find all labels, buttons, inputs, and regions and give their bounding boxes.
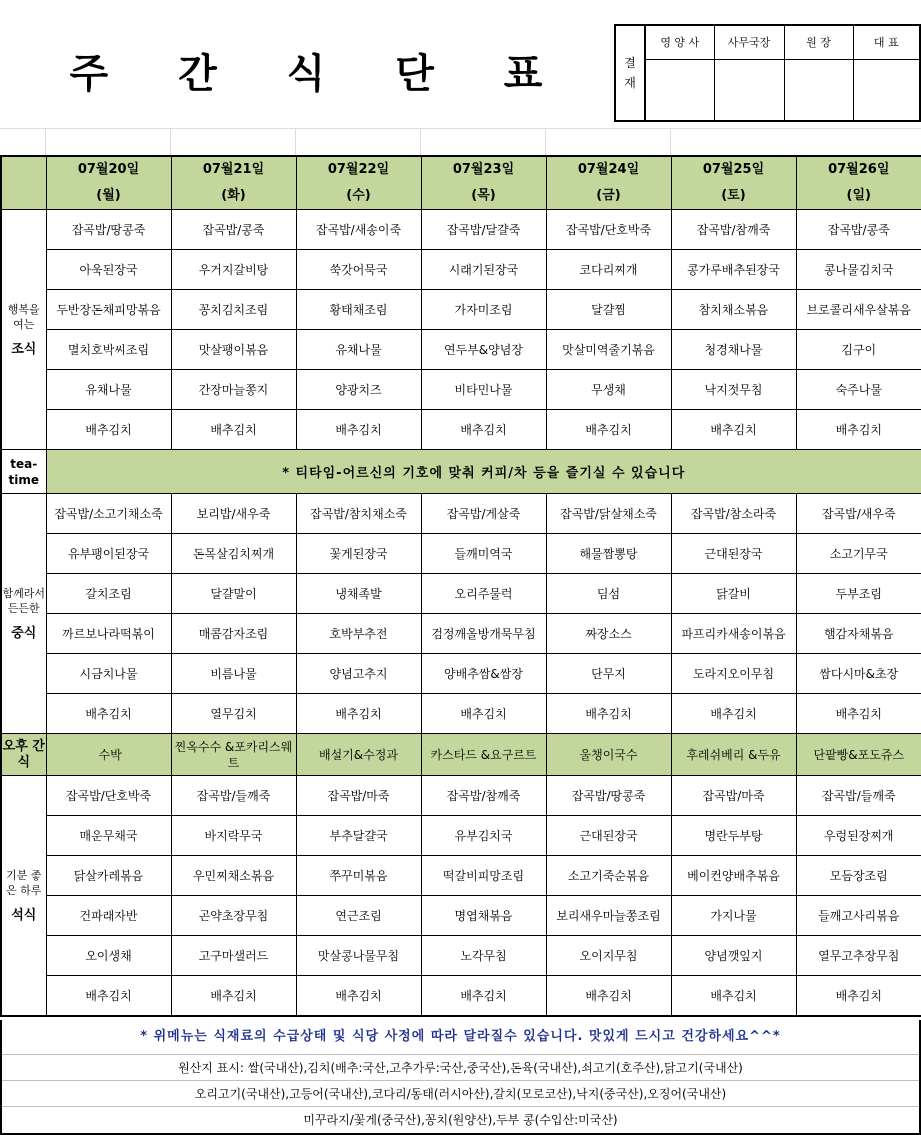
teatime-row	[1, 450, 921, 494]
menu-item: 청경채나물	[671, 330, 796, 370]
menu-item: 두부조림	[796, 574, 921, 614]
day-header	[546, 156, 671, 210]
page-title: 주 간 식 단 표	[69, 50, 571, 97]
menu-item: 쑥갓어묵국	[296, 250, 421, 290]
menu-item: 해물짬뽕탕	[546, 534, 671, 574]
day-date: 07월26일	[828, 162, 890, 177]
origin-line: 원산지 표시: 쌀(국내산),김치(배추:국산,고추가루:국산,중국산),돈육(국내산),쇠고기(호주산),닭고기(국내산)	[2, 1054, 919, 1080]
menu-item: 잡곡밥/참치채소죽	[296, 494, 421, 534]
menu-item: 검정깨올방개묵무침	[421, 614, 546, 654]
menu-item: 연근조림	[296, 896, 421, 936]
menu-item: 부추달걀국	[296, 816, 421, 856]
snack-row	[1, 734, 921, 776]
menu-item: 잡곡밥/땅콩죽	[546, 776, 671, 816]
menu-item: 배추김치	[296, 694, 421, 734]
menu-item: 햄감자채볶음	[796, 614, 921, 654]
snack-item: 울챙이국수	[546, 734, 671, 776]
menu-item: 낙지젓무침	[671, 370, 796, 410]
menu-item: 시금치나물	[46, 654, 171, 694]
menu-item: 연두부&양념장	[421, 330, 546, 370]
breakfast-row	[1, 290, 921, 330]
breakfast-row	[1, 410, 921, 450]
menu-item: 명란두부탕	[671, 816, 796, 856]
menu-item: 양념깻잎지	[671, 936, 796, 976]
menu-item: 잡곡밥/참깨죽	[421, 776, 546, 816]
signature-box[interactable]	[784, 59, 853, 121]
menu-item: 가자미조림	[421, 290, 546, 330]
dinner-meal-name: 석식	[11, 907, 37, 923]
origin-line: 미꾸라지/꽃게(중국산),꽁치(원양산),두부 콩(수입산:미국산)	[2, 1106, 919, 1132]
menu-item: 잡곡밥/마죽	[671, 776, 796, 816]
menu-item: 참치채소볶음	[671, 290, 796, 330]
day-header	[421, 156, 546, 210]
day-header	[46, 156, 171, 210]
breakfast-row	[1, 210, 921, 250]
menu-item: 배추김치	[421, 694, 546, 734]
menu-item: 오이지무침	[546, 936, 671, 976]
menu-item: 잡곡밥/달걀죽	[421, 210, 546, 250]
dinner-row	[1, 976, 921, 1016]
menu-item: 오이생채	[46, 936, 171, 976]
lunch-section	[1, 494, 921, 734]
menu-item: 단무지	[546, 654, 671, 694]
menu-item: 배추김치	[671, 694, 796, 734]
menu-item: 짜장소스	[546, 614, 671, 654]
dinner-row	[1, 816, 921, 856]
menu-item: 우거지갈비탕	[171, 250, 296, 290]
snack-label: 오후 간식	[1, 734, 46, 776]
menu-item: 달걀말이	[171, 574, 296, 614]
menu-item: 배추김치	[46, 410, 171, 450]
menu-item: 닭살카레볶음	[46, 856, 171, 896]
menu-item: 잡곡밥/게살죽	[421, 494, 546, 534]
day-header	[796, 156, 921, 210]
menu-item: 배추김치	[171, 410, 296, 450]
day-of-week: (목)	[471, 188, 496, 203]
menu-item: 잡곡밥/참소라죽	[671, 494, 796, 534]
dinner-section	[1, 776, 921, 1016]
snack-item: 수박	[46, 734, 171, 776]
menu-item: 배추김치	[421, 976, 546, 1016]
menu-item: 브로콜리새우살볶음	[796, 290, 921, 330]
menu-item: 배추김치	[546, 694, 671, 734]
menu-item: 맛살미역줄기볶음	[546, 330, 671, 370]
menu-item: 유부팽이된장국	[46, 534, 171, 574]
lunch-side-label	[1, 494, 46, 734]
menu-item: 배추김치	[421, 410, 546, 450]
lunch-row	[1, 694, 921, 734]
menu-item: 돈목살김치찌개	[171, 534, 296, 574]
menu-item: 매운무채국	[46, 816, 171, 856]
menu-item: 배추김치	[46, 694, 171, 734]
day-of-week: (수)	[346, 188, 371, 203]
menu-item: 간장마늘쫑지	[171, 370, 296, 410]
day-of-week: (일)	[846, 188, 871, 203]
approval-label-2: 재	[624, 76, 636, 90]
menu-item: 오리주물럭	[421, 574, 546, 614]
menu-item: 콩나물김치국	[796, 250, 921, 290]
menu-item: 냉채족발	[296, 574, 421, 614]
menu-item: 시래기된장국	[421, 250, 546, 290]
menu-item: 김구이	[796, 330, 921, 370]
day-date: 07월23일	[452, 162, 515, 177]
approval-label-1: 결	[624, 56, 636, 70]
menu-item: 배추김치	[296, 976, 421, 1016]
menu-item: 도라지오이무침	[671, 654, 796, 694]
weekly-menu-table	[0, 155, 921, 1017]
menu-item: 갈치조림	[46, 574, 171, 614]
lunch-row	[1, 614, 921, 654]
menu-item: 파프리카새송이볶음	[671, 614, 796, 654]
day-of-week: (화)	[221, 188, 246, 203]
menu-item: 달걀찜	[546, 290, 671, 330]
menu-item: 잡곡밥/새송이죽	[296, 210, 421, 250]
approval-role-office-manager: 사무국장	[714, 25, 784, 59]
dinner-row	[1, 896, 921, 936]
lunch-row	[1, 494, 921, 534]
snack-item: 카스타드 &요구르트	[421, 734, 546, 776]
menu-item: 열무고추장무침	[796, 936, 921, 976]
menu-item: 우민찌채소볶음	[171, 856, 296, 896]
menu-item: 배추김치	[46, 976, 171, 1016]
menu-item: 들깨고사리볶음	[796, 896, 921, 936]
menu-item: 배추김치	[296, 410, 421, 450]
menu-item: 잡곡밥/참깨죽	[671, 210, 796, 250]
notice-main: * 위메뉴는 식재료의 수급상태 및 식당 사정에 따라 달라질수 있습니다. 맛있게 드시고 건강하세요^^*	[140, 1029, 781, 1044]
menu-item: 잡곡밥/들깨죽	[796, 776, 921, 816]
menu-item: 바지락무국	[171, 816, 296, 856]
menu-item: 잡곡밥/단호박죽	[46, 776, 171, 816]
menu-item: 유채나물	[296, 330, 421, 370]
menu-item: 보리새우마늘쫑조림	[546, 896, 671, 936]
teatime-label: tea-time	[1, 450, 46, 494]
menu-item: 보리밥/새우죽	[171, 494, 296, 534]
menu-item: 배추김치	[671, 976, 796, 1016]
menu-item: 딤섬	[546, 574, 671, 614]
menu-item: 숙주나물	[796, 370, 921, 410]
menu-item: 배추김치	[796, 976, 921, 1016]
menu-item: 매콤감자조림	[171, 614, 296, 654]
breakfast-meal-name: 조식	[11, 342, 37, 357]
breakfast-side-label	[1, 210, 46, 450]
menu-item: 잡곡밥/단호박죽	[546, 210, 671, 250]
menu-item: 소고기무국	[796, 534, 921, 574]
menu-item: 근대된장국	[546, 816, 671, 856]
menu-item: 꽁치김치조림	[171, 290, 296, 330]
day-header	[671, 156, 796, 210]
menu-item: 잡곡밥/콩죽	[171, 210, 296, 250]
day-of-week: (월)	[96, 188, 121, 203]
menu-item: 잡곡밥/들깨죽	[171, 776, 296, 816]
menu-item: 까르보나라떡볶이	[46, 614, 171, 654]
menu-item: 아욱된장국	[46, 250, 171, 290]
spreadsheet-gridlines	[0, 128, 921, 156]
dinner-row	[1, 936, 921, 976]
menu-item: 배추김치	[796, 410, 921, 450]
menu-item: 명엽채볶음	[421, 896, 546, 936]
menu-item: 무생채	[546, 370, 671, 410]
day-header	[296, 156, 421, 210]
menu-item: 가지나물	[671, 896, 796, 936]
day-date: 07월22일	[327, 162, 390, 177]
lunch-slogan: 함께라서 든든한	[2, 587, 45, 615]
menu-item: 고구마샐러드	[171, 936, 296, 976]
header-corner	[1, 156, 46, 210]
menu-item: 곤약초장무침	[171, 896, 296, 936]
lunch-row	[1, 574, 921, 614]
menu-item: 유부김치국	[421, 816, 546, 856]
breakfast-row	[1, 330, 921, 370]
menu-item: 배추김치	[671, 410, 796, 450]
breakfast-row	[1, 250, 921, 290]
menu-item: 쌈다시마&초장	[796, 654, 921, 694]
menu-item: 유채나물	[46, 370, 171, 410]
menu-item: 코다리찌개	[546, 250, 671, 290]
menu-item: 소고기죽순볶음	[546, 856, 671, 896]
dinner-row	[1, 856, 921, 896]
dinner-row	[1, 776, 921, 816]
menu-item: 호박부추전	[296, 614, 421, 654]
approval-role-director: 원 장	[784, 25, 853, 59]
day-of-week: (금)	[596, 188, 621, 203]
menu-item: 잡곡밥/소고기채소죽	[46, 494, 171, 534]
day-date: 07월25일	[702, 162, 765, 177]
menu-item: 근대된장국	[671, 534, 796, 574]
snack-item: 찐옥수수 &포카리스웨트	[171, 734, 296, 776]
notice-footer	[0, 1020, 921, 1135]
menu-item: 멸치호박씨조림	[46, 330, 171, 370]
snack-item: 배설기&수정과	[296, 734, 421, 776]
menu-item: 황태채조림	[296, 290, 421, 330]
origin-line: 오리고기(국내산),고등어(국내산),코다리/동태(러시아산),갈치(모로코산),낙지(중국산),오징어(국내산)	[2, 1080, 919, 1106]
menu-item: 양념고추지	[296, 654, 421, 694]
menu-item: 잡곡밥/닭살채소죽	[546, 494, 671, 534]
lunch-row	[1, 654, 921, 694]
snack-item: 후레쉬베리 &두유	[671, 734, 796, 776]
menu-item: 맛살콩나물무침	[296, 936, 421, 976]
menu-item: 잡곡밥/땅콩죽	[46, 210, 171, 250]
menu-item: 잡곡밥/새우죽	[796, 494, 921, 534]
menu-item: 열무김치	[171, 694, 296, 734]
menu-item: 닭갈비	[671, 574, 796, 614]
menu-item: 양광치즈	[296, 370, 421, 410]
menu-item: 배추김치	[796, 694, 921, 734]
menu-item: 노각무침	[421, 936, 546, 976]
menu-item: 베이컨양배추볶음	[671, 856, 796, 896]
menu-item: 건파래자반	[46, 896, 171, 936]
signature-box[interactable]	[853, 59, 920, 121]
signature-box[interactable]	[645, 59, 714, 121]
approval-label	[615, 25, 645, 121]
menu-item: 잡곡밥/콩죽	[796, 210, 921, 250]
day-date: 07월24일	[577, 162, 640, 177]
menu-item: 두반장돈채피망볶음	[46, 290, 171, 330]
dinner-slogan: 기분 좋은 하루	[6, 868, 42, 897]
approval-role-nutritionist: 영 양 사	[645, 25, 714, 59]
menu-item: 떡갈비피망조림	[421, 856, 546, 896]
lunch-row	[1, 534, 921, 574]
menu-item: 들깨미역국	[421, 534, 546, 574]
menu-item: 배추김치	[546, 410, 671, 450]
day-header	[171, 156, 296, 210]
menu-item: 잡곡밥/마죽	[296, 776, 421, 816]
menu-item: 콩가루배추된장국	[671, 250, 796, 290]
day-date: 07월21일	[202, 162, 265, 177]
menu-item: 배추김치	[546, 976, 671, 1016]
menu-item: 쭈꾸미볶음	[296, 856, 421, 896]
menu-item: 꽃게된장국	[296, 534, 421, 574]
breakfast-section	[1, 210, 921, 450]
menu-item: 비타민나물	[421, 370, 546, 410]
dinner-side-label	[1, 776, 46, 1016]
day-date: 07월20일	[77, 162, 140, 177]
snack-item: 단팥빵&포도쥬스	[796, 734, 921, 776]
date-header-row	[1, 156, 921, 210]
menu-item: 양배추쌈&쌈장	[421, 654, 546, 694]
breakfast-slogan: 행복을 여는	[7, 303, 40, 331]
menu-item: 우렁된장찌개	[796, 816, 921, 856]
approval-role-ceo: 대 표	[853, 25, 920, 59]
menu-item: 비름나물	[171, 654, 296, 694]
day-of-week: (토)	[721, 188, 746, 203]
signature-box[interactable]	[714, 59, 784, 121]
menu-item: 맛살팽이볶음	[171, 330, 296, 370]
teatime-message: * 티타임-어르신의 기호에 맞춰 커피/차 등을 즐기실 수 있습니다	[46, 450, 921, 494]
lunch-meal-name: 중식	[11, 626, 37, 641]
menu-item: 모듬장조림	[796, 856, 921, 896]
menu-item: 배추김치	[171, 976, 296, 1016]
approval-box	[614, 24, 921, 122]
breakfast-row	[1, 370, 921, 410]
